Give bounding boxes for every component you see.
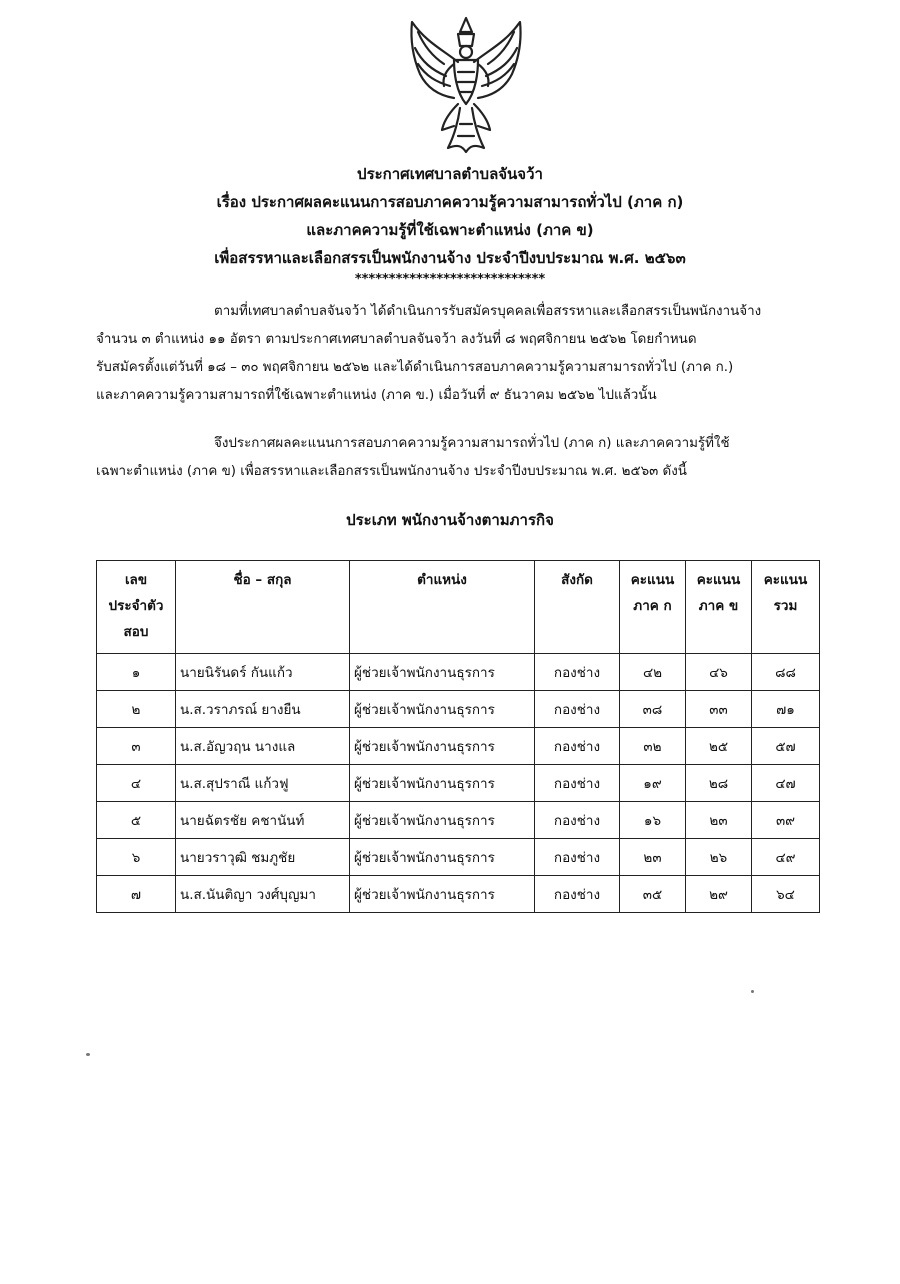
cell-department: กองช่าง — [535, 802, 620, 839]
cell-department: กองช่าง — [535, 728, 620, 765]
header-total-score: คะแนน รวม — [752, 561, 820, 654]
cell-exam-number: ๕ — [97, 802, 176, 839]
table-row — [97, 839, 820, 876]
cell-score-b: ๓๓ — [686, 691, 752, 728]
cell-position: ผู้ช่วยเจ้าพนักงานธุรการ — [350, 728, 535, 765]
paragraph-line: เฉพาะตำแหน่ง (ภาค ข) เพื่อสรรหาและเลือกสรรเป็นพนักงานจ้าง ประจำปีงบประมาณ พ.ศ. ๒๕๖๓ ดังนี้ — [96, 464, 687, 479]
announcement-header — [0, 160, 900, 288]
cell-name: นายวราวุฒิ ชมภูชัย — [176, 839, 350, 876]
cell-score-a: ๒๓ — [620, 839, 686, 876]
cell-score-a: ๑๖ — [620, 802, 686, 839]
header-exam-number: เลข ประจำตัว สอบ — [97, 561, 176, 654]
cell-name: นายนิรันดร์ กันแก้ว — [176, 654, 350, 691]
cell-total-score: ๕๗ — [752, 728, 820, 765]
table-row — [97, 691, 820, 728]
paragraph-line: จำนวน ๓ ตำแหน่ง ๑๑ อัตรา ตามประกาศเทศบาลตำบลจันจว้า ลงวันที่ ๘ พฤศจิกายน ๒๕๖๒ โดยกำหนด — [96, 332, 697, 347]
cell-score-b: ๒๕ — [686, 728, 752, 765]
cell-position: ผู้ช่วยเจ้าพนักงานธุรการ — [350, 839, 535, 876]
cell-score-a: ๓๘ — [620, 691, 686, 728]
table-row — [97, 765, 820, 802]
paragraph-line: จึงประกาศผลคะแนนการสอบภาคความรู้ความสามารถทั่วไป (ภาค ก) และภาคความรู้ที่ใช้ — [214, 436, 730, 451]
header-score-a: คะแนน ภาค ก — [620, 561, 686, 654]
cell-name: นายฉัตรชัย คชานันท์ — [176, 802, 350, 839]
score-table — [96, 560, 820, 913]
cell-department: กองช่าง — [535, 876, 620, 913]
cell-exam-number: ๔ — [97, 765, 176, 802]
cell-score-a: ๔๒ — [620, 654, 686, 691]
body-paragraph-2 — [96, 430, 831, 486]
cell-total-score: ๔๗ — [752, 765, 820, 802]
announcement-subject-line2: และภาคความรู้ที่ใช้เฉพาะตำแหน่ง (ภาค ข) — [306, 221, 594, 239]
cell-department: กองช่าง — [535, 654, 620, 691]
table-row — [97, 876, 820, 913]
cell-total-score: ๗๑ — [752, 691, 820, 728]
cell-position: ผู้ช่วยเจ้าพนักงานธุรการ — [350, 876, 535, 913]
cell-total-score: ๘๘ — [752, 654, 820, 691]
cell-score-a: ๓๕ — [620, 876, 686, 913]
paragraph-line: และภาคความรู้ความสามารถที่ใช้เฉพาะตำแหน่ง (ภาค ข.) เมื่อวันที่ ๙ ธันวาคม ๒๕๖๒ ไปแล้วนั้น — [96, 388, 657, 403]
cell-score-a: ๑๙ — [620, 765, 686, 802]
header-department: สังกัด — [535, 561, 620, 654]
scan-speck — [86, 1053, 90, 1056]
announcement-subject: เรื่อง ประกาศผลคะแนนการสอบภาคความรู้ความสามารถทั่วไป (ภาค ก) — [216, 193, 684, 211]
cell-name: น.ส.วราภรณ์ ยางยืน — [176, 691, 350, 728]
announcement-subject-line3: เพื่อสรรหาและเลือกสรรเป็นพนักงานจ้าง ประจำปีงบประมาณ พ.ศ. ๒๕๖๓ — [214, 249, 686, 267]
cell-position: ผู้ช่วยเจ้าพนักงานธุรการ — [350, 654, 535, 691]
cell-score-b: ๒๘ — [686, 765, 752, 802]
announcement-issuer: ประกาศเทศบาลตำบลจันจว้า — [357, 165, 543, 183]
cell-total-score: ๓๙ — [752, 802, 820, 839]
cell-exam-number: ๒ — [97, 691, 176, 728]
cell-department: กองช่าง — [535, 765, 620, 802]
cell-position: ผู้ช่วยเจ้าพนักงานธุรการ — [350, 691, 535, 728]
garuda-emblem-icon — [398, 12, 534, 154]
table-row — [97, 728, 820, 765]
body-paragraph-1 — [96, 298, 831, 410]
cell-total-score: ๖๔ — [752, 876, 820, 913]
cell-position: ผู้ช่วยเจ้าพนักงานธุรการ — [350, 802, 535, 839]
header-position: ตำแหน่ง — [350, 561, 535, 654]
cell-name: น.ส.อัญวฤน นางแล — [176, 728, 350, 765]
table-row — [97, 802, 820, 839]
table-header-row — [97, 561, 820, 654]
header-score-b: คะแนน ภาค ข — [686, 561, 752, 654]
cell-score-a: ๓๒ — [620, 728, 686, 765]
cell-total-score: ๔๙ — [752, 839, 820, 876]
paragraph-line: รับสมัครตั้งแต่วันที่ ๑๘ – ๓๐ พฤศจิกายน ๒๕๖๒ และได้ดำเนินการสอบภาคความรู้ความสามารถทั่วไป (ภาค ก.) — [96, 360, 734, 375]
cell-score-b: ๔๖ — [686, 654, 752, 691]
cell-score-b: ๒๖ — [686, 839, 752, 876]
header-divider: **************************** — [354, 272, 546, 287]
cell-department: กองช่าง — [535, 839, 620, 876]
cell-department: กองช่าง — [535, 691, 620, 728]
header-name: ชื่อ – สกุล — [176, 561, 350, 654]
paragraph-line: ตามที่เทศบาลตำบลจันจว้า ได้ดำเนินการรับสมัครบุคคลเพื่อสรรหาและเลือกสรรเป็นพนักงานจ้าง — [214, 304, 762, 319]
cell-name: น.ส.สุปราณี แก้วฟู — [176, 765, 350, 802]
table-row — [97, 654, 820, 691]
cell-score-b: ๒๙ — [686, 876, 752, 913]
cell-exam-number: ๑ — [97, 654, 176, 691]
scan-speck — [751, 990, 754, 993]
cell-name: น.ส.นันติญา วงศ์บุญมา — [176, 876, 350, 913]
cell-exam-number: ๓ — [97, 728, 176, 765]
cell-exam-number: ๖ — [97, 839, 176, 876]
cell-exam-number: ๗ — [97, 876, 176, 913]
cell-score-b: ๒๓ — [686, 802, 752, 839]
section-title: ประเภท พนักงานจ้างตามภารกิจ — [346, 511, 554, 529]
cell-position: ผู้ช่วยเจ้าพนักงานธุรการ — [350, 765, 535, 802]
